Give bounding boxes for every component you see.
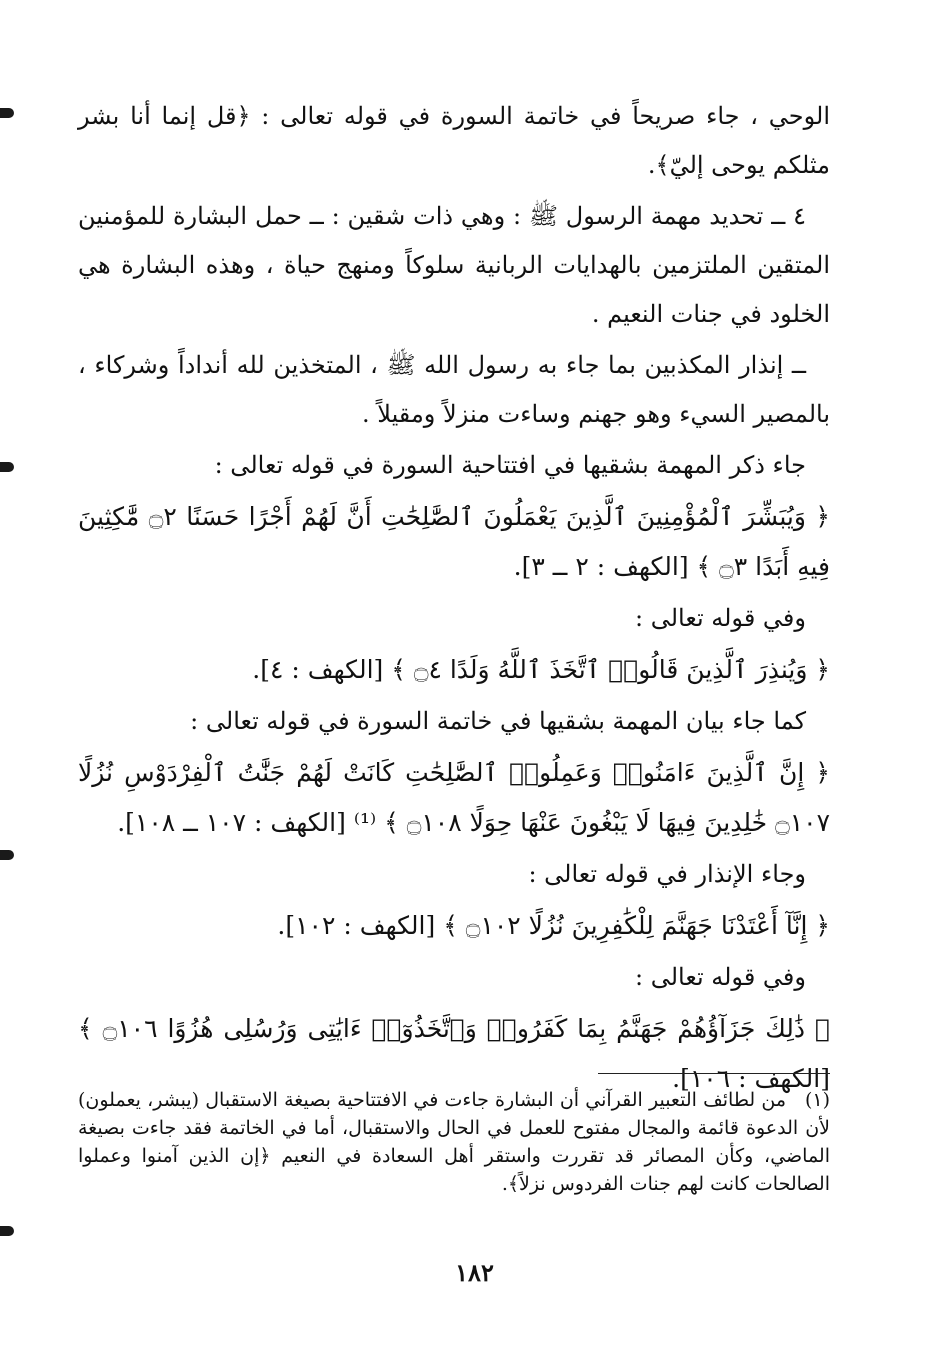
paragraph-closing-intro: كما جاء بيان المهمة بشقيها في خاتمة السورة في قوله تعالى : xyxy=(190,707,806,735)
quran-verse-kahf-107-108: ﴿ إِنَّ ٱلَّذِينَ ءَامَنُوا۟ وَعَمِلُوا۟ ٱلصَّٰلِحَٰتِ كَانَتْ لَهُمْ جَنَّٰتُ ٱلْفِرْدَوْسِ نُزُلًا ۝١٠٧ خَٰلِدِينَ فِيهَا لَا يَبْغُونَ عَنْهَا حِوَلًا ۝١٠٨ ﴾ ⁽¹⁾ [الكهف : ١٠٧ ــ ١٠٨]. xyxy=(78,758,830,837)
quran-verse-kahf-106: ﴿ ذَٰلِكَ جَزَآؤُهُمْ جَهَنَّمُ بِمَا كَفَرُوا۟ وَٱتَّخَذُوٓا۟ ءَايَٰتِى وَرُسُلِى هُزُوًا ۝١٠٦ ﴾ [الكهف : ١٠٦]. xyxy=(78,1014,830,1093)
footnote-number: (١) xyxy=(804,1089,830,1111)
paragraph-warning-intro: وجاء الإنذار في قوله تعالى : xyxy=(528,860,806,888)
paragraph-warning: ــ إنذار المكذبين بما جاء به رسول الله ﷺ ، المتخذين لله أنداداً وشركاء ، بالمصير السيء وهو جهنم وساءت منزلاً ومقيلاً . xyxy=(78,351,830,428)
paragraph-revelation: الوحي ، جاء صريحاً في خاتمة السورة في قوله تعالى : ﴿قل إنما أنا بشر مثلكم يوحى إليّ﴾. xyxy=(78,102,830,179)
quran-verse-kahf-102: ﴿ إِنَّآ أَعْتَدْنَا جَهَنَّمَ لِلْكَٰفِرِينَ نُزُلًا ۝١٠٢ ﴾ [الكهف : ١٠٢]. xyxy=(277,911,830,940)
quran-verse-kahf-4: ﴿ وَيُنذِرَ ٱلَّذِينَ قَالُوا۟ ٱتَّخَذَ ٱللَّهُ وَلَدًا ۝٤ ﴾ [الكهف : ٤]. xyxy=(252,655,830,684)
quran-verse-kahf-2-3: ﴿ وَيُبَشِّرَ ٱلْمُؤْمِنِينَ ٱلَّذِينَ يَعْمَلُونَ ٱلصَّٰلِحَٰتِ أَنَّ لَهُمْ أَجْرًا حَسَنًا ۝٢ مَّٰكِثِينَ فِيهِ أَبَدًا ۝٣ ﴾ [الكهف : ٢ ــ ٣]. xyxy=(78,502,830,581)
scan-binding-mark xyxy=(0,462,14,472)
paragraph-also-intro: وفي قوله تعالى : xyxy=(635,604,806,632)
footnote xyxy=(78,1086,830,1198)
footnote-divider xyxy=(598,1073,830,1074)
scan-binding-mark xyxy=(0,850,14,860)
paragraph-messenger-mission: ٤ ــ تحديد مهمة الرسول ﷺ : وهي ذات شقين : ــ حمل البشارة للمؤمنين المتقين الملتزمين بالهدايات الربانية سلوكاً ومنهج حياة ، وهذه البشارة هي الخلود في جنات النعيم . xyxy=(78,202,830,328)
paragraph-also-intro-2: وفي قوله تعالى : xyxy=(635,963,806,991)
page-number: ١٨٢ xyxy=(455,1258,494,1287)
main-text xyxy=(78,92,830,1106)
scan-binding-mark xyxy=(0,1226,14,1236)
scan-binding-mark xyxy=(0,108,14,118)
footnote-text: من لطائف التعبير القرآني أن البشارة جاءت في الافتتاحية بصيغة الاستقبال (يبشر، يعملون) لأن الدعوة قائمة والمجال مفتوح للعمل في الحال والاستقبال، أما في الخاتمة فقد جاءت بصيغة الماضي، وكأن المصائر قد تقررت واستقر أهل السعادة في النعيم ﴿إن الذين آمنوا وعملوا الصالحات كانت لهم جنات الفردوس نزلاً﴾. xyxy=(78,1089,830,1195)
paragraph-opening-intro: جاء ذكر المهمة بشقيها في افتتاحية السورة في قوله تعالى : xyxy=(214,451,806,479)
